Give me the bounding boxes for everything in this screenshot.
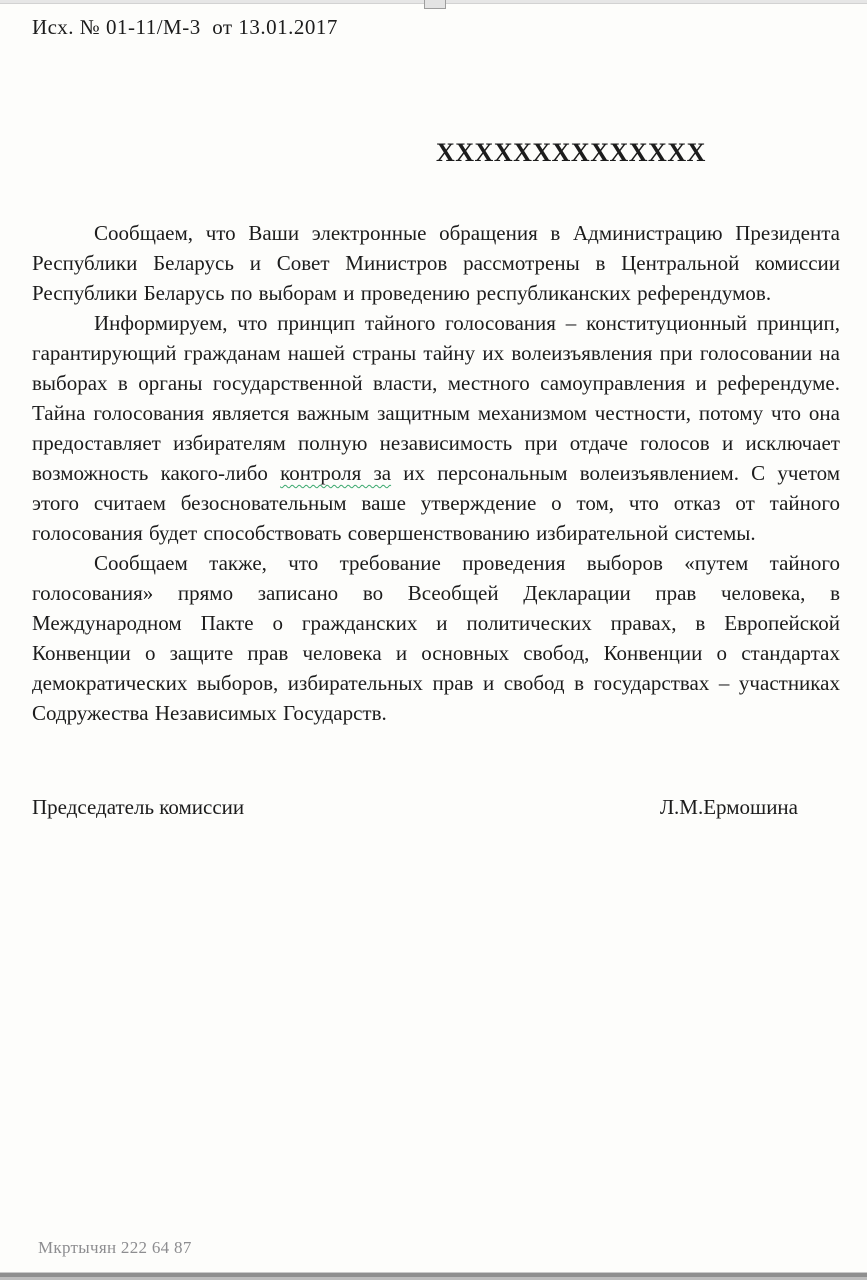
grammar-check-underline: контроля за (280, 461, 392, 485)
paragraph-2-text-cont: их персональным волеизъявлением. С учетом этого считаем безосновательным ваше утверждение о том, что отказ от тайного голосования будет способствовать совершенствованию избирательной системы. (32, 461, 841, 545)
signature-row (32, 792, 840, 822)
paragraph-2 (32, 308, 840, 548)
addressee-placeholder: ХХХХХХХХХХХХХХ (436, 138, 706, 167)
executor-contact: Мкртычян 222 64 87 (38, 1238, 192, 1257)
scrollbar-thumb-top[interactable] (424, 0, 446, 9)
paragraph-3: Сообщаем также, что требование проведения выборов «путем тайного голосования» прямо записано во Всеобщей Декларации прав человека, в Международном Пакте о гражданских и политических правах, в Европейской Конвенции о защите прав человека и основных свобод, Конвенции о стандартах демократических выборов, избирательных прав и свобод в государствах – участниках Содружества Независимых Государств. (32, 551, 840, 725)
signature-name: Л.М.Ермошина (659, 795, 798, 819)
paragraph-1: Сообщаем, что Ваши электронные обращения в Администрацию Президента Республики Беларусь и Совет Министров рассмотрены в Центральной комиссии Республики Беларусь по выборам и проведению республиканских референдумов. (32, 221, 840, 305)
outgoing-number-line: Исх. № 01-11/М-3 от 13.01.2017 (32, 15, 338, 39)
letter-body (32, 218, 840, 728)
signature-title: Председатель комиссии (32, 795, 245, 819)
paragraph-2-text: Информируем, что принцип тайного голосования – конституционный принцип, гарантирующий гражданам нашей страны тайну их волеизъявления при голосовании на выборах в органы государственной власти, местного самоуправления и референдуме. Тайна голосования является важным защитным механизмом честности, потому что она предоставляет избирателям полную независимость при отдаче голосов и исключает возможность какого-либо (32, 311, 840, 485)
top-window-edge (0, 0, 867, 4)
bottom-window-edge (0, 1272, 867, 1280)
